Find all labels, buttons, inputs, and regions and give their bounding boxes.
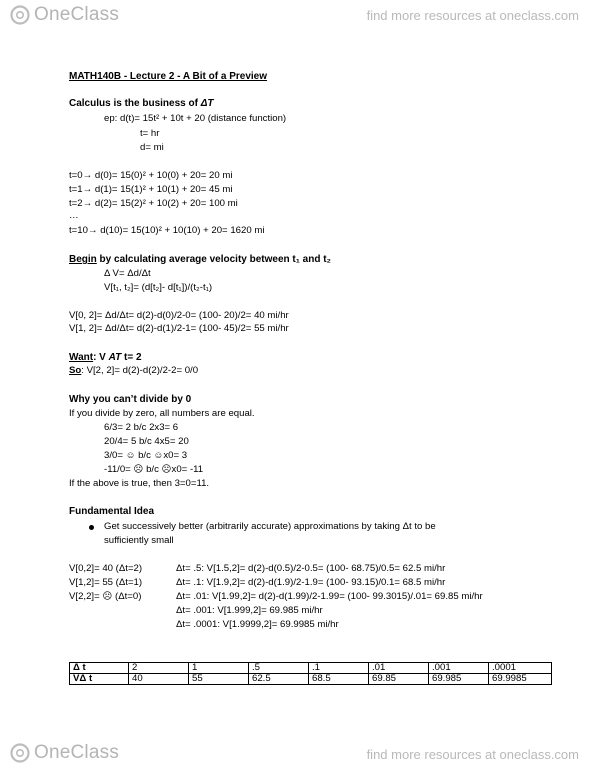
table-cell: 69.985 xyxy=(429,674,489,685)
page-footer xyxy=(0,737,595,769)
heading-text: Calculus is the business of xyxy=(69,98,201,109)
table-cell: 40 xyxy=(129,674,189,685)
bullet-text-line2: sufficiently small xyxy=(104,535,174,546)
calc-line: t=1→ d(1)= 15(1)² + 10(1) + 20= 45 mi xyxy=(69,184,233,195)
avg-velocity-formula: V[t₁, t₂]= (d[t₂]- d[t₁])/(t₂-t₁) xyxy=(104,282,213,293)
so-rest: : V[2, 2]= d(2)-d(2)/2-2= 0/0 xyxy=(81,365,199,376)
header-tagline-link[interactable]: find more resources at oneclass.com xyxy=(366,8,579,23)
distance-unit: d= mi xyxy=(140,142,164,153)
heading-emphasis: ΔT xyxy=(200,98,214,109)
why-line: 6/3= 2 b/c 2x3= 6 xyxy=(104,422,179,433)
velocity-0-2: V[0, 2]= Δd/Δt= d(2)-d(0)/2-0= (100- 20)/2= 40 mi/hr xyxy=(69,310,289,321)
table-cell: 1 xyxy=(189,663,249,674)
table-cell: 2 xyxy=(129,663,189,674)
time-unit: t= hr xyxy=(140,128,160,139)
right-col-line: Δt= .1: V[1.9,2]= d(2)-d(1.9)/2-1.9= (100- 93.15)/0.1= 68.5 mi/hr xyxy=(176,577,446,588)
velocity-1-2: V[1, 2]= Δd/Δt= d(2)-d(1)/2-1= (100- 45)/2= 55 mi/hr xyxy=(69,323,289,334)
right-col-line: Δt= .01: V[1.99,2]= d(2)-d(1.99)/2-1.99= (100- 99.3015)/.01= 69.85 mi/hr xyxy=(176,591,483,602)
right-col-line: Δt= .5: V[1.5,2]= d(2)-d(0.5)/2-0.5= (100- 68.75)/0.5= 62.5 mi/hr xyxy=(176,563,446,574)
bullet-point xyxy=(89,525,94,530)
table-cell: 55 xyxy=(189,674,249,685)
begin-word: Begin xyxy=(69,254,97,265)
section-heading-calculus xyxy=(69,98,214,110)
want-word: Want xyxy=(69,352,94,363)
so-line xyxy=(69,365,198,377)
why-line: -11/0= ☹ b/c ☹x0= -11 xyxy=(104,464,204,475)
bullet-text-line1: Get successively better (arbitrarily accurate) approximations by taking Δt to be xyxy=(104,521,436,532)
want-mid: : V xyxy=(93,352,109,363)
table-cell: .001 xyxy=(429,663,489,674)
why-line: 3/0= ☺ b/c ☺x0= 3 xyxy=(104,450,188,461)
table-cell: .0001 xyxy=(489,663,552,674)
right-col-line: Δt= .001: V[1.999,2]= 69.985 mi/hr xyxy=(176,605,323,616)
example-function: ep: d(t)= 15t² + 10t + 20 (distance function) xyxy=(104,113,287,124)
section-heading-begin xyxy=(69,254,331,266)
why-conclusion: If the above is true, then 3=0=11. xyxy=(69,478,210,489)
table-cell: 62.5 xyxy=(249,674,309,685)
calc-line: t=10→ d(10)= 15(10)² + 10(10) + 20= 1620 mi xyxy=(69,225,265,236)
delta-t-table xyxy=(69,662,552,685)
table-cell: .1 xyxy=(309,663,369,674)
left-col-line: V[2,2]= ☹ (Δt=0) xyxy=(69,591,142,602)
calc-line: t=2→ d(2)= 15(2)² + 10(2) + 20= 100 mi xyxy=(69,198,238,209)
table-cell: .01 xyxy=(369,663,429,674)
table-cell: 68.5 xyxy=(309,674,369,685)
want-line xyxy=(69,352,142,364)
table-cell: Δ t xyxy=(70,663,129,674)
section-heading-why: Why you can’t divide by 0 xyxy=(69,394,192,405)
calc-line: t=0→ d(0)= 15(0)² + 10(0) + 20= 20 mi xyxy=(69,170,233,181)
table-row xyxy=(70,674,552,685)
brand-name: OneClass xyxy=(34,4,120,25)
table-cell: 69.85 xyxy=(369,674,429,685)
footer-tagline-link[interactable]: find more resources at oneclass.com xyxy=(366,747,579,762)
table-cell: VΔ t xyxy=(70,674,129,685)
why-line: 20/4= 5 b/c 4x5= 20 xyxy=(104,436,189,447)
table-cell: .5 xyxy=(249,663,309,674)
table-cell: 69.9985 xyxy=(489,674,552,685)
left-col-line: V[0,2]= 40 (Δt=2) xyxy=(69,563,143,574)
page-header xyxy=(0,0,595,32)
right-col-line: Δt= .0001: V[1.9999,2]= 69.9985 mi/hr xyxy=(176,619,339,630)
section-heading-fundamental: Fundamental Idea xyxy=(69,506,155,517)
oneclass-logo[interactable] xyxy=(10,742,119,764)
avg-velocity-def: Δ V= Δd/Δt xyxy=(104,268,151,279)
so-word: So xyxy=(69,365,82,376)
ellipsis: … xyxy=(69,210,79,221)
left-col-line: V[1,2]= 55 (Δt=1) xyxy=(69,577,143,588)
brand-name: OneClass xyxy=(34,742,120,763)
want-emphasis: AT xyxy=(108,352,122,363)
lecture-title: MATH140B - Lecture 2 - A Bit of a Preview xyxy=(69,71,268,82)
oneclass-logo-icon xyxy=(10,4,32,26)
oneclass-logo[interactable] xyxy=(10,4,119,26)
table-row xyxy=(70,663,552,674)
why-intro: If you divide by zero, all numbers are equal. xyxy=(69,408,255,419)
want-end: t= 2 xyxy=(121,352,142,363)
begin-rest: by calculating average velocity between t₁ and t₂ xyxy=(96,254,331,265)
oneclass-logo-icon xyxy=(10,742,32,764)
